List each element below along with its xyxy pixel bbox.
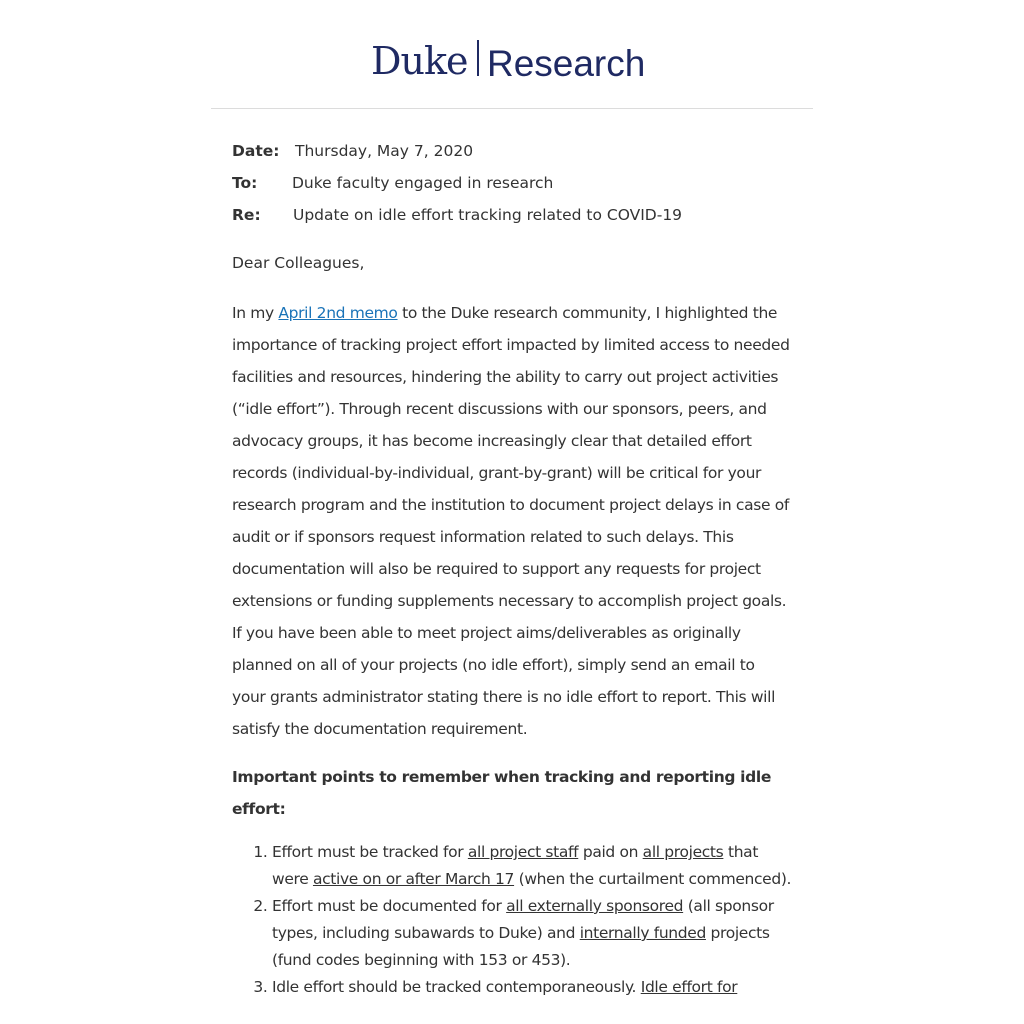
re-value: Update on idle effort tracking related to COVID-19: [293, 206, 683, 224]
point-text: Idle effort should be tracked contemporaneously.: [272, 978, 641, 996]
greeting: Dear Colleagues,: [232, 254, 365, 272]
point-text: paid on: [578, 843, 643, 861]
points-list: [232, 839, 792, 1001]
point-underlined-text: all externally sponsored: [506, 897, 684, 915]
main-paragraph: [232, 297, 792, 745]
point-text: (all sponsor types, including subawards to Duke) and: [272, 897, 774, 942]
to-label: To:: [232, 174, 258, 192]
points-heading: Important points to remember when tracking and reporting idle effort:: [232, 768, 772, 818]
point-text: Effort must be documented for: [272, 897, 507, 915]
page-header: [211, 0, 813, 109]
logo-duke-text: Duke: [371, 39, 468, 83]
point-underlined-text: all project staff: [467, 843, 579, 861]
memo-content: [232, 137, 792, 1001]
point-underlined-text: all projects: [642, 843, 724, 861]
re-label: Re:: [232, 206, 261, 224]
duke-research-logo[interactable]: [371, 36, 646, 84]
memo-to-row: [232, 169, 792, 201]
point-text: Effort must be tracked for: [272, 843, 468, 861]
logo-research-text: Research: [486, 43, 646, 84]
point-text: that were: [272, 843, 759, 888]
list-item: [272, 893, 792, 974]
point-underlined-text: internally funded: [579, 924, 706, 942]
paragraph-body: to the Duke research community, I highlighted the importance of tracking project effort impacted by limited access to needed facilities and resources, hindering the ability to carry out project activities (“idle effort”). Through recent discussions with our sponsors, peers, and advocacy groups, it has become increasingly clear that detailed effort records (individual-by-individual, grant-by-grant) will be critical for your research program and the institution to document project delays in case of audit or if sponsors request information related to such delays. This documentation will also be required to support any requests for project extensions or funding supplements necessary to accomplish project goals. If you have been able to meet project aims/deliverables as originally planned on all of your projects (no idle effort), simply send an email to your grants administrator stating there is no idle effort to report. This will satisfy the documentation requirement.: [232, 304, 790, 738]
point-underlined-text: Idle effort for: [640, 978, 738, 996]
to-value: Duke faculty engaged in research: [292, 174, 554, 192]
memo-date-row: [232, 137, 792, 169]
date-value: Thursday, May 7, 2020: [295, 142, 474, 160]
list-item: [272, 974, 792, 1001]
logo-divider: [477, 40, 479, 76]
point-text: projects (fund codes beginning with 153 or 453).: [272, 924, 770, 969]
paragraph-intro: In my: [232, 304, 279, 322]
point-text: (when the curtailment commenced).: [514, 870, 792, 888]
date-label: Date:: [232, 142, 280, 160]
point-underlined-text: active on or after March 17: [312, 870, 515, 888]
list-item: [272, 839, 792, 893]
memo-re-row: [232, 201, 792, 233]
april-memo-link[interactable]: April 2nd memo: [278, 304, 398, 322]
